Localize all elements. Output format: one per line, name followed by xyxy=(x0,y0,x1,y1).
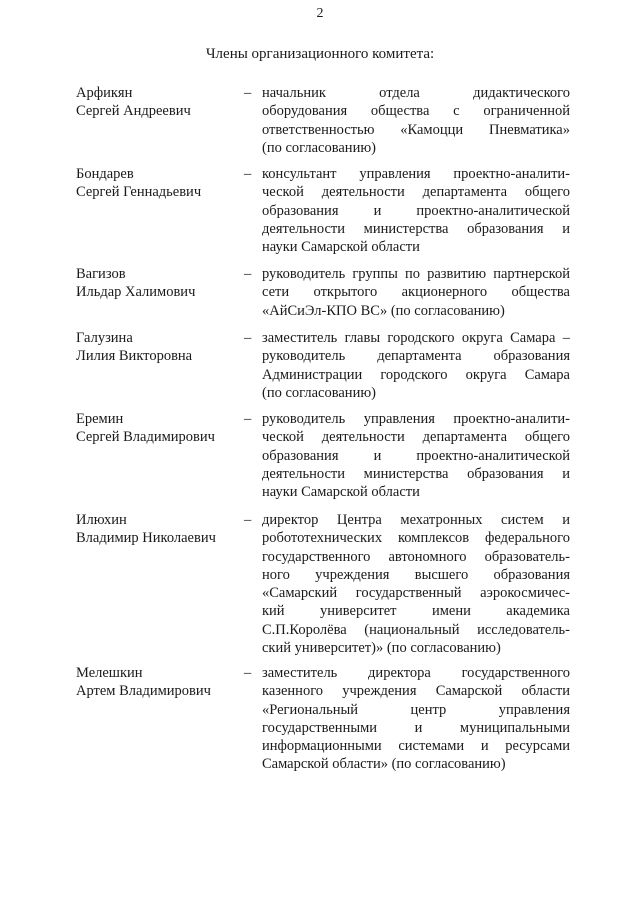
member-given-name: Сергей Андреевич xyxy=(76,103,191,120)
member-given-name: Сергей Геннадьевич xyxy=(76,184,202,201)
member-position xyxy=(262,664,570,774)
position-line: начальник отдела дидактического xyxy=(262,85,570,101)
member-given-name: Владимир Николаевич xyxy=(76,530,216,547)
position-line: государственного автономного образователь- xyxy=(262,548,570,565)
position-line: образования и проектно-аналитической xyxy=(262,447,570,464)
position-line: сети открытого акционерного общества xyxy=(262,284,570,301)
member-position xyxy=(262,265,570,320)
member-given-name: Артем Владимирович xyxy=(76,683,211,700)
member-position xyxy=(262,84,570,157)
member-surname: Вагизов xyxy=(76,266,126,282)
position-line: заместитель главы городского округа Самара – xyxy=(262,330,570,346)
member-name xyxy=(76,265,246,302)
page-number: 2 xyxy=(316,6,324,21)
position-line: деятельности министерства образования и xyxy=(262,220,570,237)
position-line: руководитель департамента образования xyxy=(262,348,570,365)
member-name xyxy=(76,329,246,366)
position-line: казенного учреждения Самарской области xyxy=(262,683,570,700)
position-line: ческой деятельности департамента общего xyxy=(262,184,570,201)
position-line: образования и проектно-аналитической xyxy=(262,202,570,219)
member-dash: – xyxy=(244,330,252,346)
member-surname: Мелешкин xyxy=(76,665,143,681)
member-position xyxy=(262,329,570,402)
position-line: директор Центра мехатронных систем и xyxy=(262,512,570,528)
position-line: информационными системами и ресурсами xyxy=(262,738,570,755)
position-line: руководитель управления проектно-аналити- xyxy=(262,411,570,427)
member-surname: Галузина xyxy=(76,330,133,346)
position-line: консультант управления проектно-аналити- xyxy=(262,166,570,182)
member-surname: Еремин xyxy=(76,411,124,427)
position-line: оборудования общества с ограниченной xyxy=(262,103,570,120)
member-position xyxy=(262,165,570,256)
member-name xyxy=(76,511,246,548)
member-given-name: Сергей Владимирович xyxy=(76,429,215,446)
position-line: науки Самарской области xyxy=(262,484,420,501)
member-dash: – xyxy=(244,85,252,101)
member-name xyxy=(76,84,246,121)
member-dash: – xyxy=(244,411,252,427)
member-name xyxy=(76,165,246,202)
position-line: ного учреждения высшего образования xyxy=(262,566,570,583)
member-dash: – xyxy=(244,166,252,182)
position-line: С.П.Королёва (национальный исследователь- xyxy=(262,621,570,638)
member-surname: Илюхин xyxy=(76,512,127,528)
position-line: (по согласованию) xyxy=(262,384,376,401)
member-given-name: Ильдар Халимович xyxy=(76,284,196,301)
member-given-name: Лилия Викторовна xyxy=(76,348,193,365)
position-line: (по согласованию) xyxy=(262,139,376,156)
position-line: науки Самарской области xyxy=(262,239,420,256)
position-line: кий университет имени академика xyxy=(262,603,570,620)
member-dash: – xyxy=(244,665,252,681)
position-line: ческой деятельности департамента общего xyxy=(262,429,570,446)
position-line: «Региональный центр управления xyxy=(262,701,570,718)
position-line: государственными и муниципальными xyxy=(262,719,570,736)
position-line: «АйСиЭл-КПО ВС» (по согласованию) xyxy=(262,302,505,319)
member-position xyxy=(262,511,570,657)
position-line: ский университет)» (по согласованию) xyxy=(262,640,501,657)
position-line: заместитель директора государственного xyxy=(262,665,570,681)
position-line: ответственностью «Камоцци Пневматика» xyxy=(262,121,570,138)
position-line: Самарской области» (по согласованию) xyxy=(262,756,506,773)
member-dash: – xyxy=(244,266,252,282)
position-line: робототехнических комплексов федерального xyxy=(262,530,570,547)
member-surname: Арфикян xyxy=(76,85,133,101)
position-line: «Самарский государственный аэрокосмичес- xyxy=(262,585,570,602)
position-line: руководитель группы по развитию партнерской xyxy=(262,266,570,282)
member-position xyxy=(262,410,570,501)
member-name xyxy=(76,410,246,447)
member-surname: Бондарев xyxy=(76,166,134,182)
section-heading: Члены организационного комитета: xyxy=(205,46,435,62)
position-line: деятельности министерства образования и xyxy=(262,465,570,482)
position-line: Администрации городского округа Самара xyxy=(262,366,570,383)
member-dash: – xyxy=(244,512,252,528)
member-name xyxy=(76,664,246,701)
